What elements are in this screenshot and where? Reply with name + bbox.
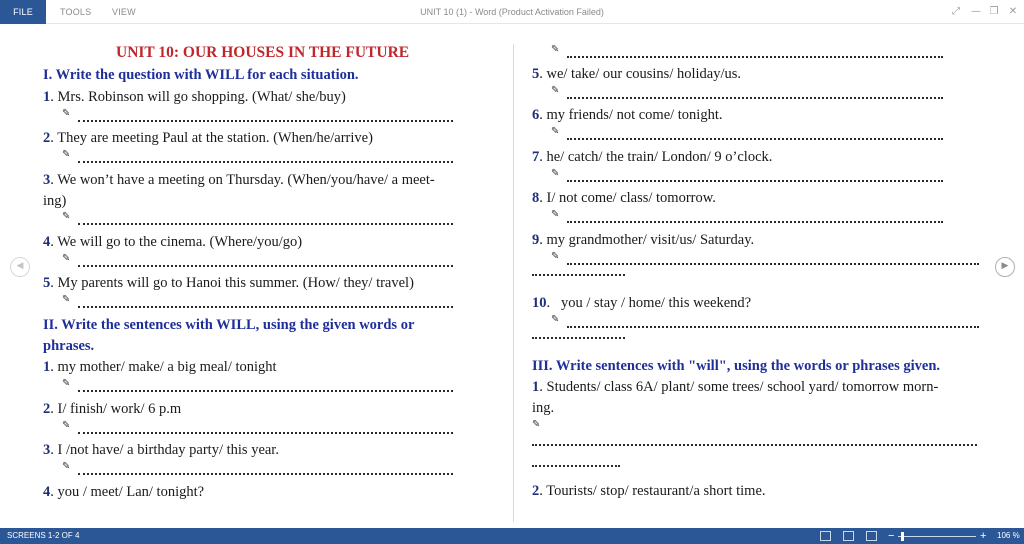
item-text: We will go to the cinema. (Where/you/go) xyxy=(57,234,303,250)
item-text: my grandmother/ visit/us/ Saturday. xyxy=(546,232,755,248)
item-text-continued: ing) xyxy=(43,193,67,209)
zoom-in-button[interactable]: + xyxy=(980,530,987,542)
pencil-icon: ✎ xyxy=(551,251,560,262)
answer-line[interactable] xyxy=(551,128,943,142)
item-text: I /not have/ a birthday party/ this year. xyxy=(57,442,279,458)
question-item: 3. I /not have/ a birthday party/ this year. xyxy=(43,442,279,458)
question-item: 1. Students/ class 6A/ plant/ some trees/ school yard/ tomorrow morn- xyxy=(532,379,939,395)
previous-page-button[interactable]: ◀ xyxy=(10,257,30,277)
question-item: 2. Tourists/ stop/ restaurant/a short time. xyxy=(532,483,766,499)
page-divider xyxy=(513,44,514,522)
item-text: he/ catch/ the train/ London/ 9 o’clock. xyxy=(546,149,773,165)
question-item: 8. I/ not come/ class/ tomorrow. xyxy=(532,190,716,206)
item-number: 2 xyxy=(43,401,51,417)
item-text: We won’t have a meeting on Thursday. (When/you/have/ a meet- xyxy=(57,172,435,188)
pencil-icon: ✎ xyxy=(532,419,541,430)
next-page-button[interactable]: ▶ xyxy=(995,257,1015,277)
question-item: 7. he/ catch/ the train/ London/ 9 o’clock. xyxy=(532,149,773,165)
pencil-icon: ✎ xyxy=(62,420,71,431)
answer-line[interactable] xyxy=(62,110,453,124)
close-button[interactable]: ✕ xyxy=(1008,6,1018,17)
pencil-icon: ✎ xyxy=(62,253,71,264)
answer-line[interactable] xyxy=(551,170,943,184)
answer-line[interactable] xyxy=(62,151,453,165)
item-number: 3 xyxy=(43,442,51,458)
zoom-level[interactable]: 106 % xyxy=(997,531,1020,540)
pencil-icon: ✎ xyxy=(62,378,71,389)
item-number: 10 xyxy=(532,295,547,311)
question-item: 1. Mrs. Robinson will go shopping. (What/ she/buy) xyxy=(43,89,346,105)
answer-line[interactable] xyxy=(551,316,979,330)
item-text: we/ take/ our cousins/ holiday/us. xyxy=(546,66,742,82)
print-layout-icon[interactable] xyxy=(843,531,854,541)
item-text: I/ finish/ work/ 6 p.m xyxy=(57,401,182,417)
item-number: 2 xyxy=(43,130,51,146)
item-number: 8 xyxy=(532,190,540,206)
item-text: my friends/ not come/ tonight. xyxy=(546,107,723,123)
pencil-icon: ✎ xyxy=(551,209,560,220)
item-text-continued: ing. xyxy=(532,400,555,416)
zoom-out-button[interactable]: − xyxy=(888,530,895,542)
answer-line[interactable] xyxy=(62,422,453,436)
question-item: 4. We will go to the cinema. (Where/you/go) xyxy=(43,234,303,250)
question-item: 3. We won’t have a meeting on Thursday. (When/you/have/ a meet- xyxy=(43,172,435,188)
item-text: my mother/ make/ a big meal/ tonight xyxy=(57,359,277,375)
item-text: Mrs. Robinson will go shopping. (What/ she/buy) xyxy=(57,89,346,105)
unit-title: UNIT 10: OUR HOUSES IN THE FUTURE xyxy=(116,44,410,61)
window-title: UNIT 10 (1) - Word (Product Activation Failed) xyxy=(420,7,604,17)
question-item: 2. They are meeting Paul at the station. (When/he/arrive) xyxy=(43,130,373,146)
minimize-button[interactable]: — xyxy=(971,6,981,17)
answer-line[interactable] xyxy=(62,380,453,394)
document-area[interactable] xyxy=(0,24,1024,528)
item-number: 9 xyxy=(532,232,540,248)
answer-line[interactable] xyxy=(62,255,453,269)
pencil-icon: ✎ xyxy=(551,168,560,179)
section-2-heading-cont: phrases. xyxy=(43,338,95,354)
question-item: 6. my friends/ not come/ tonight. xyxy=(532,107,723,123)
item-number: 6 xyxy=(532,107,540,123)
item-number: 5 xyxy=(532,66,540,82)
fullscreen-icon[interactable]: ⤢ xyxy=(952,6,960,17)
item-text: My parents will go to Hanoi this summer. (How/ they/ travel) xyxy=(57,275,414,291)
zoom-slider-thumb[interactable] xyxy=(901,532,904,541)
answer-line-continued[interactable] xyxy=(532,272,625,276)
answer-line-continued[interactable] xyxy=(532,463,620,467)
answer-line[interactable] xyxy=(62,463,453,477)
pencil-icon: ✎ xyxy=(551,44,560,55)
item-number: 1 xyxy=(43,89,51,105)
pencil-icon: ✎ xyxy=(62,108,71,119)
question-item: 4. you / meet/ Lan/ tonight? xyxy=(43,484,205,500)
answer-line[interactable] xyxy=(532,421,552,435)
item-number: 4 xyxy=(43,234,51,250)
item-number: 7 xyxy=(532,149,540,165)
answer-line[interactable] xyxy=(551,46,943,60)
section-1-heading: I. Write the question with WILL for each situation. xyxy=(43,67,359,83)
menu-tools[interactable]: TOOLS xyxy=(60,7,92,17)
answer-line-continued[interactable] xyxy=(532,442,977,446)
title-bar xyxy=(0,0,1024,24)
item-number: 2 xyxy=(532,483,540,499)
item-number: 3 xyxy=(43,172,51,188)
item-text: Tourists/ stop/ restaurant/a short time. xyxy=(546,483,766,499)
answer-line[interactable] xyxy=(551,87,943,101)
answer-line[interactable] xyxy=(551,253,979,267)
item-text: They are meeting Paul at the station. (When/he/arrive) xyxy=(57,130,373,146)
item-number: 4 xyxy=(43,484,51,500)
pencil-icon: ✎ xyxy=(62,294,71,305)
question-item: 9. my grandmother/ visit/us/ Saturday. xyxy=(532,232,755,248)
pencil-icon: ✎ xyxy=(62,149,71,160)
pencil-icon: ✎ xyxy=(551,126,560,137)
section-3-heading: III. Write sentences with "will", using the words or phrases given. xyxy=(532,358,941,374)
answer-line[interactable] xyxy=(62,213,453,227)
pencil-icon: ✎ xyxy=(551,85,560,96)
pencil-icon: ✎ xyxy=(62,211,71,222)
web-layout-icon[interactable] xyxy=(866,531,877,541)
item-text: you / meet/ Lan/ tonight? xyxy=(57,484,205,500)
item-text: I/ not come/ class/ tomorrow. xyxy=(546,190,716,206)
item-number: 1 xyxy=(43,359,51,375)
item-text: you / stay / home/ this weekend? xyxy=(561,295,752,311)
question-item: 2. I/ finish/ work/ 6 p.m xyxy=(43,401,182,417)
pencil-icon: ✎ xyxy=(551,314,560,325)
answer-line[interactable] xyxy=(551,211,943,225)
answer-line[interactable] xyxy=(62,296,453,310)
question-item: 5. My parents will go to Hanoi this summer. (How/ they/ travel) xyxy=(43,275,414,291)
read-mode-icon[interactable] xyxy=(820,531,831,541)
item-number: 1 xyxy=(532,379,540,395)
restore-button[interactable]: ❐ xyxy=(989,6,999,17)
menu-view[interactable]: VIEW xyxy=(112,7,136,17)
item-number: 5 xyxy=(43,275,51,291)
pencil-icon: ✎ xyxy=(62,461,71,472)
question-item: 10. you / stay / home/ this weekend? xyxy=(532,295,752,311)
section-2-heading: II. Write the sentences with WILL, using the given words or xyxy=(43,317,415,333)
menu-file[interactable]: FILE xyxy=(0,0,46,24)
question-item: 1. my mother/ make/ a big meal/ tonight xyxy=(43,359,277,375)
item-text: Students/ class 6A/ plant/ some trees/ school yard/ tomorrow morn- xyxy=(546,379,939,395)
status-bar xyxy=(0,528,1024,544)
answer-line-continued[interactable] xyxy=(532,335,625,339)
zoom-slider[interactable] xyxy=(898,536,976,537)
screen-counter: SCREENS 1-2 OF 4 xyxy=(7,531,80,540)
question-item: 5. we/ take/ our cousins/ holiday/us. xyxy=(532,66,742,82)
